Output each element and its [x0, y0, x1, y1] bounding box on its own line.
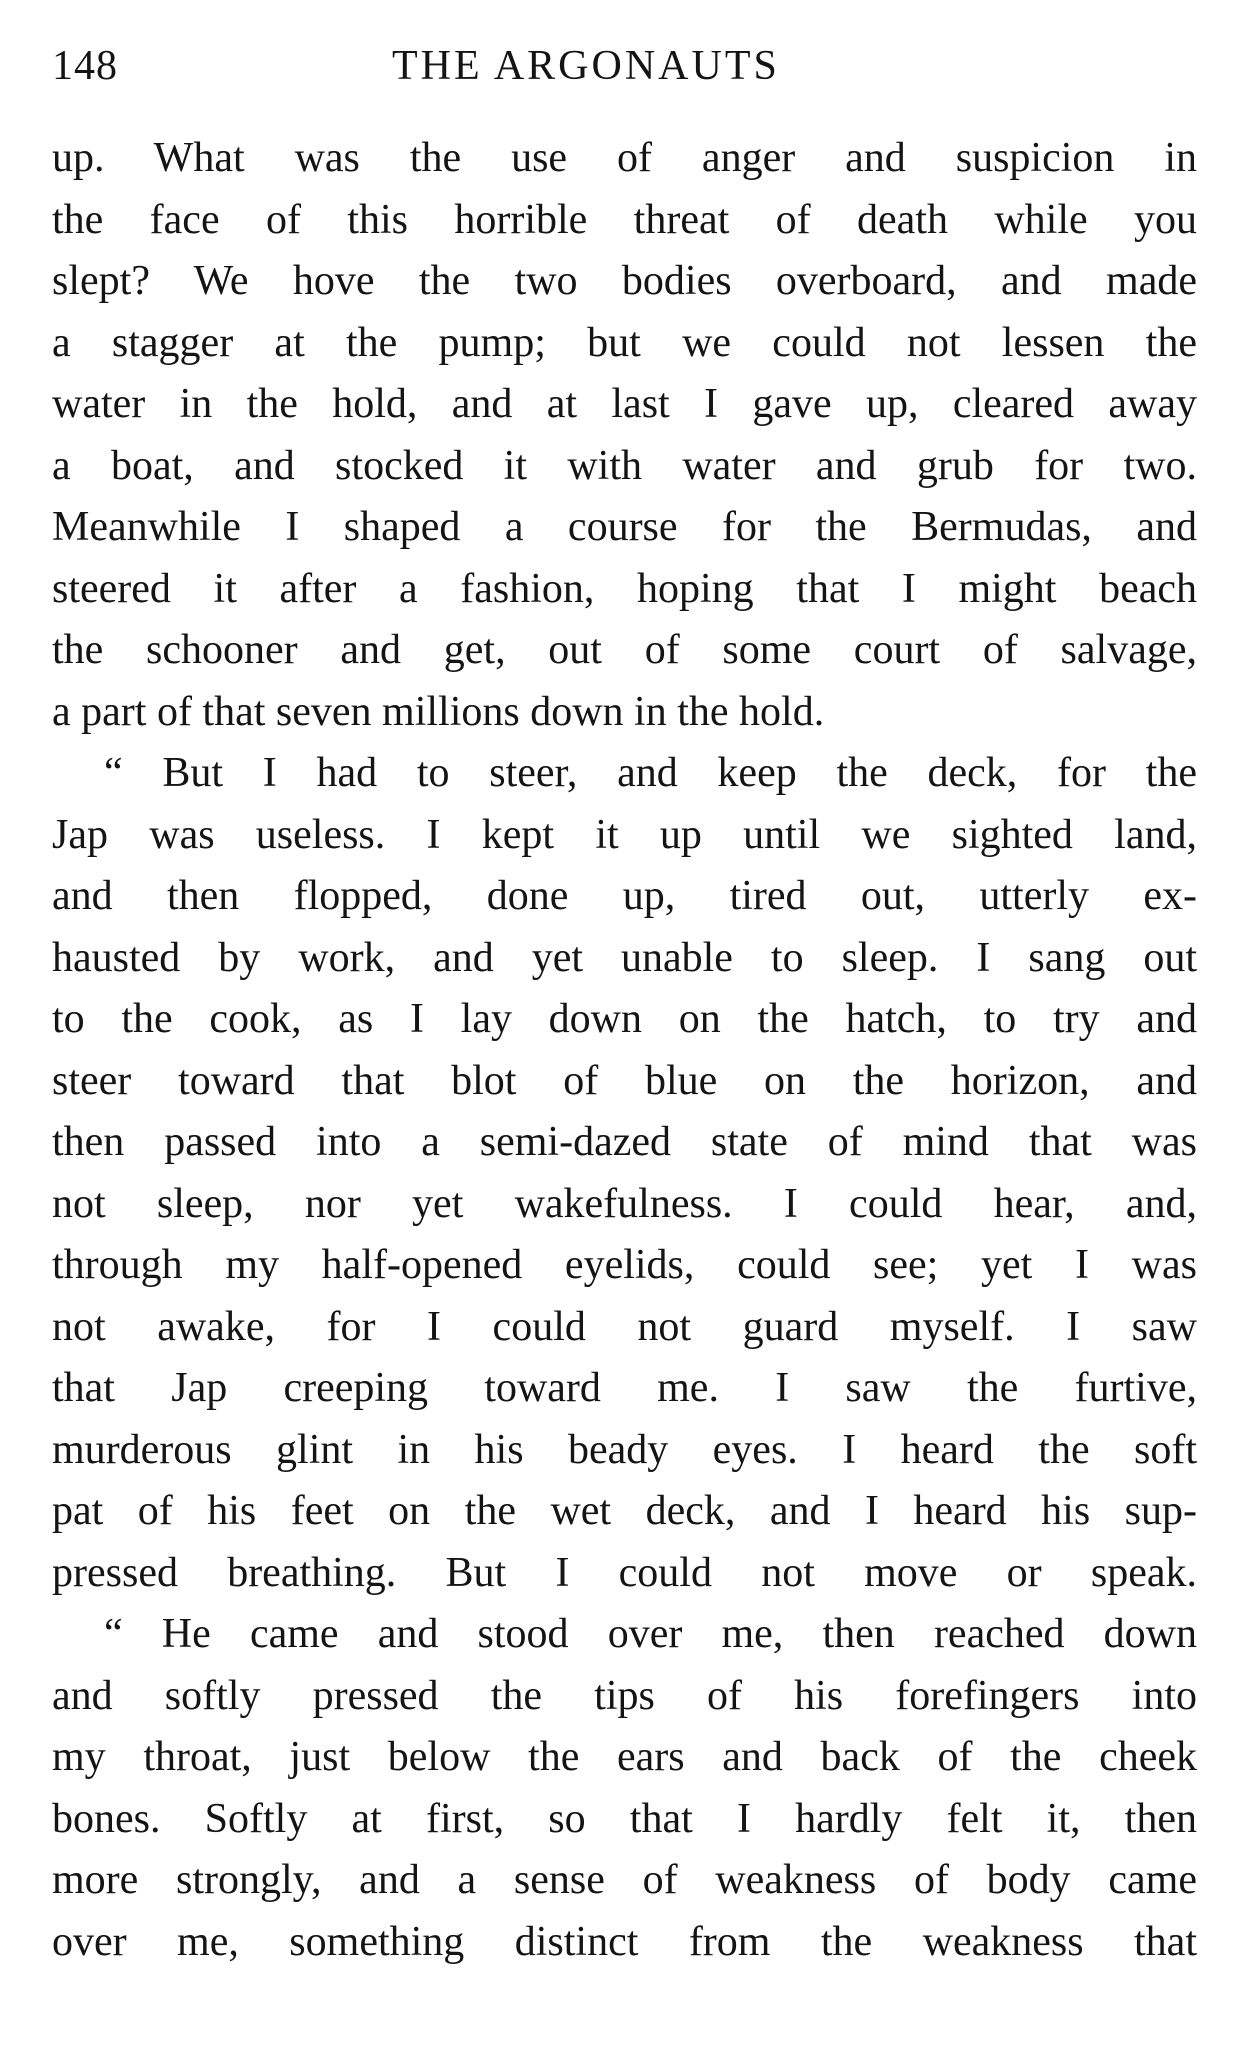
body-text	[52, 128, 1197, 1973]
text-line: that Jap creeping toward me. I saw the furtive,	[52, 1365, 1197, 1411]
running-head	[52, 36, 1197, 96]
text-line: slept? We hove the two bodies overboard, and made	[52, 258, 1197, 304]
page-number: 148	[52, 43, 118, 89]
text-line: over me, something distinct from the weakness that	[52, 1918, 1197, 1965]
text-line: not sleep, nor yet wakefulness. I could hear, and,	[52, 1180, 1197, 1227]
text-line: through my half-opened eyelids, could see; yet I was	[52, 1242, 1197, 1288]
text-line: a part of that seven millions down in the hold.	[52, 688, 825, 735]
text-line: Meanwhile I shaped a course for the Bermudas, and	[52, 504, 1197, 550]
text-line: more strongly, and a sense of weakness of body came	[52, 1857, 1197, 1903]
text-line: water in the hold, and at last I gave up, cleared away	[52, 381, 1197, 427]
paragraph-start-line: “ But I had to steer, and keep the deck, for the	[104, 750, 1197, 796]
text-line: up. What was the use of anger and suspicion in	[52, 135, 1197, 181]
text-line: the face of this horrible threat of death while you	[52, 196, 1197, 243]
text-line: a boat, and stocked it with water and grub for two.	[52, 442, 1197, 489]
text-line: a stagger at the pump; but we could not lessen the	[52, 319, 1197, 366]
text-line: Jap was useless. I kept it up until we sighted land,	[52, 811, 1197, 858]
running-title: THE ARGONAUTS	[392, 43, 780, 89]
text-line: then passed into a semi-dazed state of mind that was	[52, 1119, 1197, 1165]
text-line: and softly pressed the tips of his forefingers into	[52, 1672, 1197, 1719]
text-line: steered it after a fashion, hoping that I might beach	[52, 565, 1197, 612]
text-line: and then flopped, done up, tired out, utterly ex-	[52, 873, 1197, 919]
text-line: bones. Softly at first, so that I hardly felt it, then	[52, 1795, 1197, 1842]
text-line: to the cook, as I lay down on the hatch, to try and	[52, 996, 1197, 1042]
text-line: steer toward that blot of blue on the horizon, and	[52, 1057, 1197, 1104]
text-line: murderous glint in his beady eyes. I heard the soft	[52, 1426, 1197, 1473]
text-line: the schooner and get, out of some court of salvage,	[52, 627, 1197, 673]
text-line: pat of his feet on the wet deck, and I heard his sup-	[52, 1488, 1197, 1534]
paragraph-start-line: “ He came and stood over me, then reached down	[104, 1611, 1197, 1657]
text-line: my throat, just below the ears and back of the cheek	[52, 1734, 1197, 1780]
text-line: pressed breathing. But I could not move or speak.	[52, 1549, 1197, 1596]
text-line: not awake, for I could not guard myself. I saw	[52, 1303, 1197, 1350]
text-line: hausted by work, and yet unable to sleep. I sang out	[52, 934, 1197, 981]
